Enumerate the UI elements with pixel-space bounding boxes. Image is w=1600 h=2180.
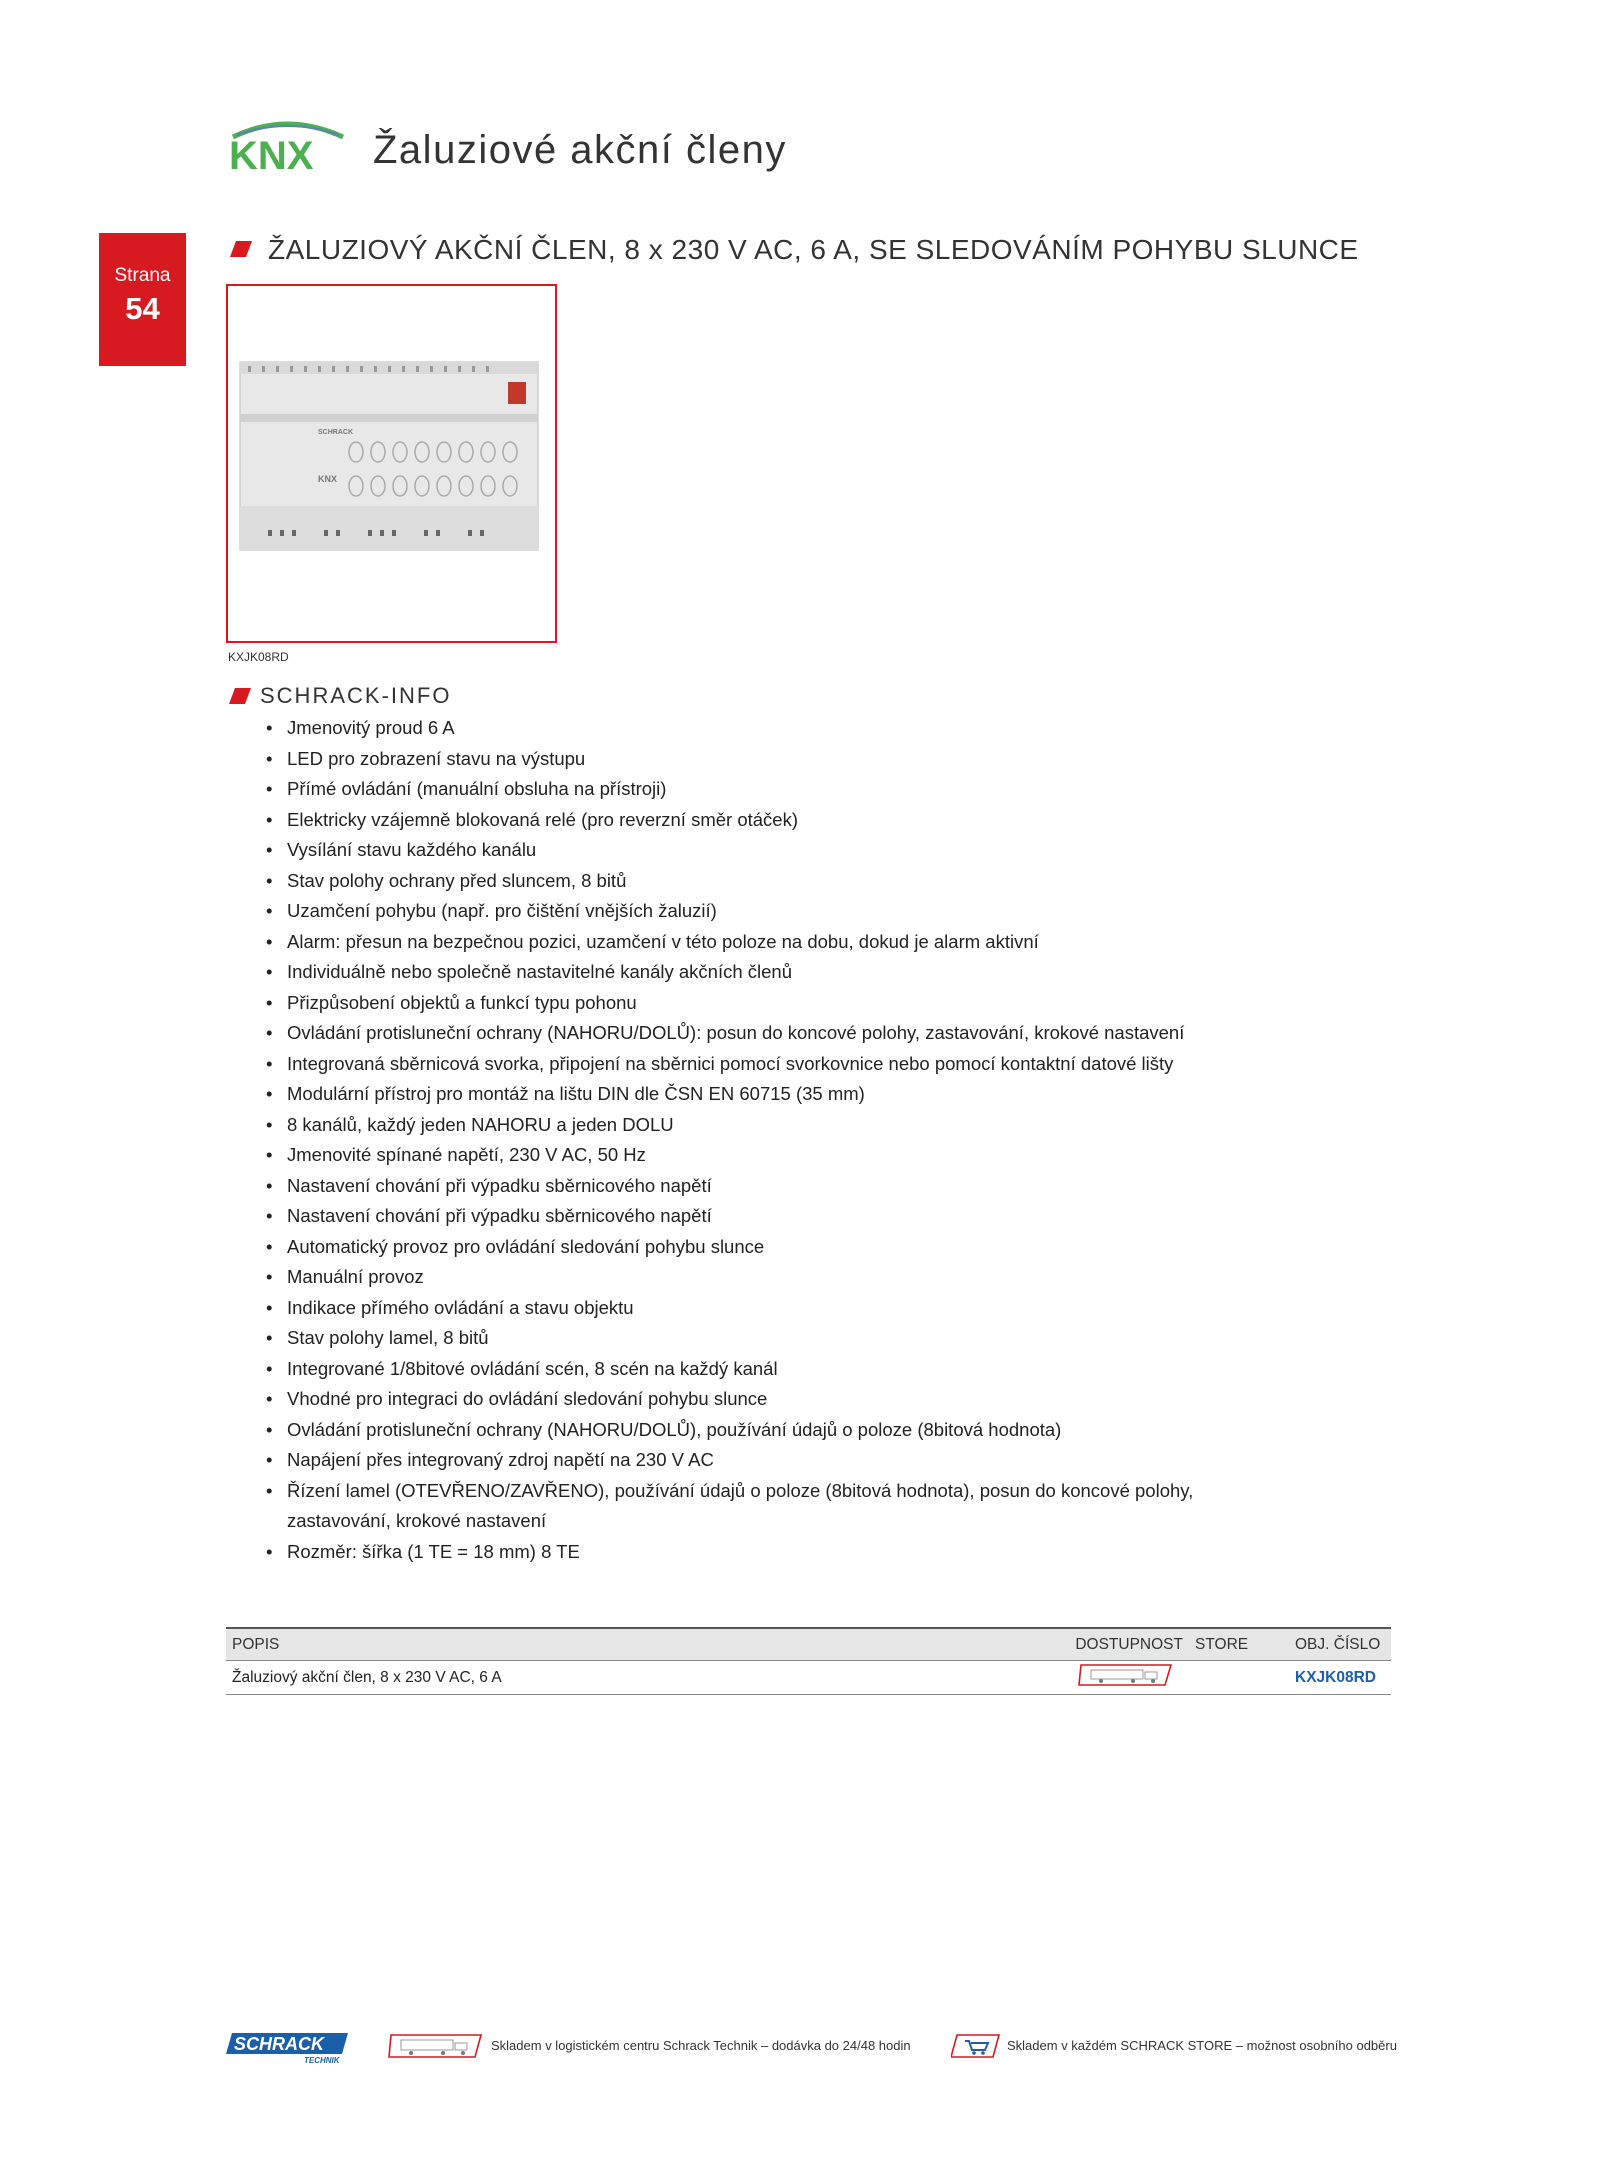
info-marker-icon [229,688,251,704]
list-item: • Elektricky vzájemně blokovaná relé (pro reverzní směr otáček) [266,805,1266,836]
info-heading: SCHRACK-INFO [260,683,452,708]
page-title: Žaluziové akční členy [373,128,787,172]
list-item: • Nastavení chování při výpadku sběrnicového napětí [266,1171,1266,1202]
list-item: • Řízení lamel (OTEVŘENO/ZAVŘENO), používání údajů o poloze (8bitová hodnota), posun do koncové polohy, zastavování, krokové nastavení [266,1476,1227,1537]
list-item: • Vhodné pro integraci do ovládání sledování pohybu slunce [266,1384,1266,1415]
truck-icon [1075,1662,1175,1688]
svg-text:SCHRACK: SCHRACK [234,2034,324,2054]
col-header-availability: DOSTUPNOST [1069,1628,1189,1661]
info-list [266,713,1266,1567]
list-item: • Nastavení chování při výpadku sběrnicového napětí [266,1201,1266,1232]
list-item: • Manuální provoz [266,1262,1266,1293]
list-item: • Jmenovitý proud 6 A [266,713,1266,744]
list-item: • Rozměr: šířka (1 TE = 18 mm) 8 TE [266,1537,1266,1568]
list-item: • Uzamčení pohybu (např. pro čištění vnějších žaluzií) [266,896,1266,927]
list-item: • LED pro zobrazení stavu na výstupu [266,744,1266,775]
knx-logo [225,115,350,175]
truck-legend-icon [385,2032,485,2060]
truck-legend-text: Skladem v logistickém centru Schrack Technik – dodávka do 24/48 hodin [491,2038,911,2053]
list-item: • Vysílání stavu každého kanálu [266,835,1266,866]
page-number: 54 [125,291,160,326]
din-rail-actuator-image [228,286,555,641]
list-item: • Indikace přímého ovládání a stavu objektu [266,1293,1266,1324]
list-item: • Integrovaná sběrnicová svorka, připojení na sběrnici pomocí svorkovnice nebo pomocí kontaktní datové lišty [266,1049,1266,1080]
list-item: • Ovládání protisluneční ochrany (NAHORU/DOLŮ): posun do koncové polohy, zastavování, krokové nastavení [266,1018,1266,1049]
section-marker-icon [230,241,252,257]
list-item: • Stav polohy lamel, 8 bitů [266,1323,1266,1354]
page-label: Strana [114,265,171,286]
order-table [226,1627,1391,1695]
row-order-number[interactable]: KXJK08RD [1289,1661,1391,1695]
list-item: • Ovládání protisluneční ochrany (NAHORU/DOLŮ), používání údajů o poloze (8bitová hodnota) [266,1415,1266,1446]
svg-text:KNX: KNX [229,134,314,175]
list-item: • Přizpůsobení objektů a funkcí typu pohonu [266,988,1266,1019]
list-item: • Modulární přístroj pro montáž na lištu DIN dle ČSN EN 60715 (35 mm) [266,1079,1266,1110]
list-item: • Stav polohy ochrany před sluncem, 8 bitů [266,866,1266,897]
row-store [1189,1661,1289,1695]
list-item: • Přímé ovládání (manuální obsluha na přístroji) [266,774,1266,805]
list-item: • Jmenovité spínané napětí, 230 V AC, 50 Hz [266,1140,1266,1171]
shopping-cart-icon [951,2032,1001,2060]
schrack-logo [226,2030,351,2065]
col-header-store: STORE [1189,1628,1289,1661]
col-header-description: POPIS [226,1628,1069,1661]
svg-text:KNX: KNX [318,474,338,484]
list-item: • Automatický provoz pro ovládání sledování pohybu slunce [266,1232,1266,1263]
list-item: • Individuálně nebo společně nastavitelné kanály akčních členů [266,957,1266,988]
product-image [226,284,557,643]
col-header-order-number: OBJ. ČÍSLO [1289,1628,1391,1661]
list-item: • 8 kanálů, každý jeden NAHORU a jeden DOLU [266,1110,1266,1141]
list-item: • Napájení přes integrovaný zdroj napětí na 230 V AC [266,1445,1266,1476]
product-heading: ŽALUZIOVÝ AKČNÍ ČLEN, 8 x 230 V AC, 6 A, SE SLEDOVÁNÍM POHYBU SLUNCE [268,234,1359,265]
svg-text:TECHNIK: TECHNIK [304,2056,340,2065]
list-item: • Integrované 1/8bitové ovládání scén, 8 scén na každý kanál [266,1354,1266,1385]
table-row [226,1661,1391,1695]
store-legend-text: Skladem v každém SCHRACK STORE – možnost osobního odběru [1007,2038,1397,2053]
svg-text:SCHRACK: SCHRACK [318,429,353,436]
page-number-tab [99,233,186,366]
image-caption: KXJK08RD [228,650,289,664]
row-availability [1069,1661,1189,1695]
list-item: • Alarm: přesun na bezpečnou pozici, uzamčení v této poloze na dobu, dokud je alarm aktivní [266,927,1266,958]
table-header-row [226,1628,1391,1661]
row-description: Žaluziový akční člen, 8 x 230 V AC, 6 A [226,1661,1069,1695]
